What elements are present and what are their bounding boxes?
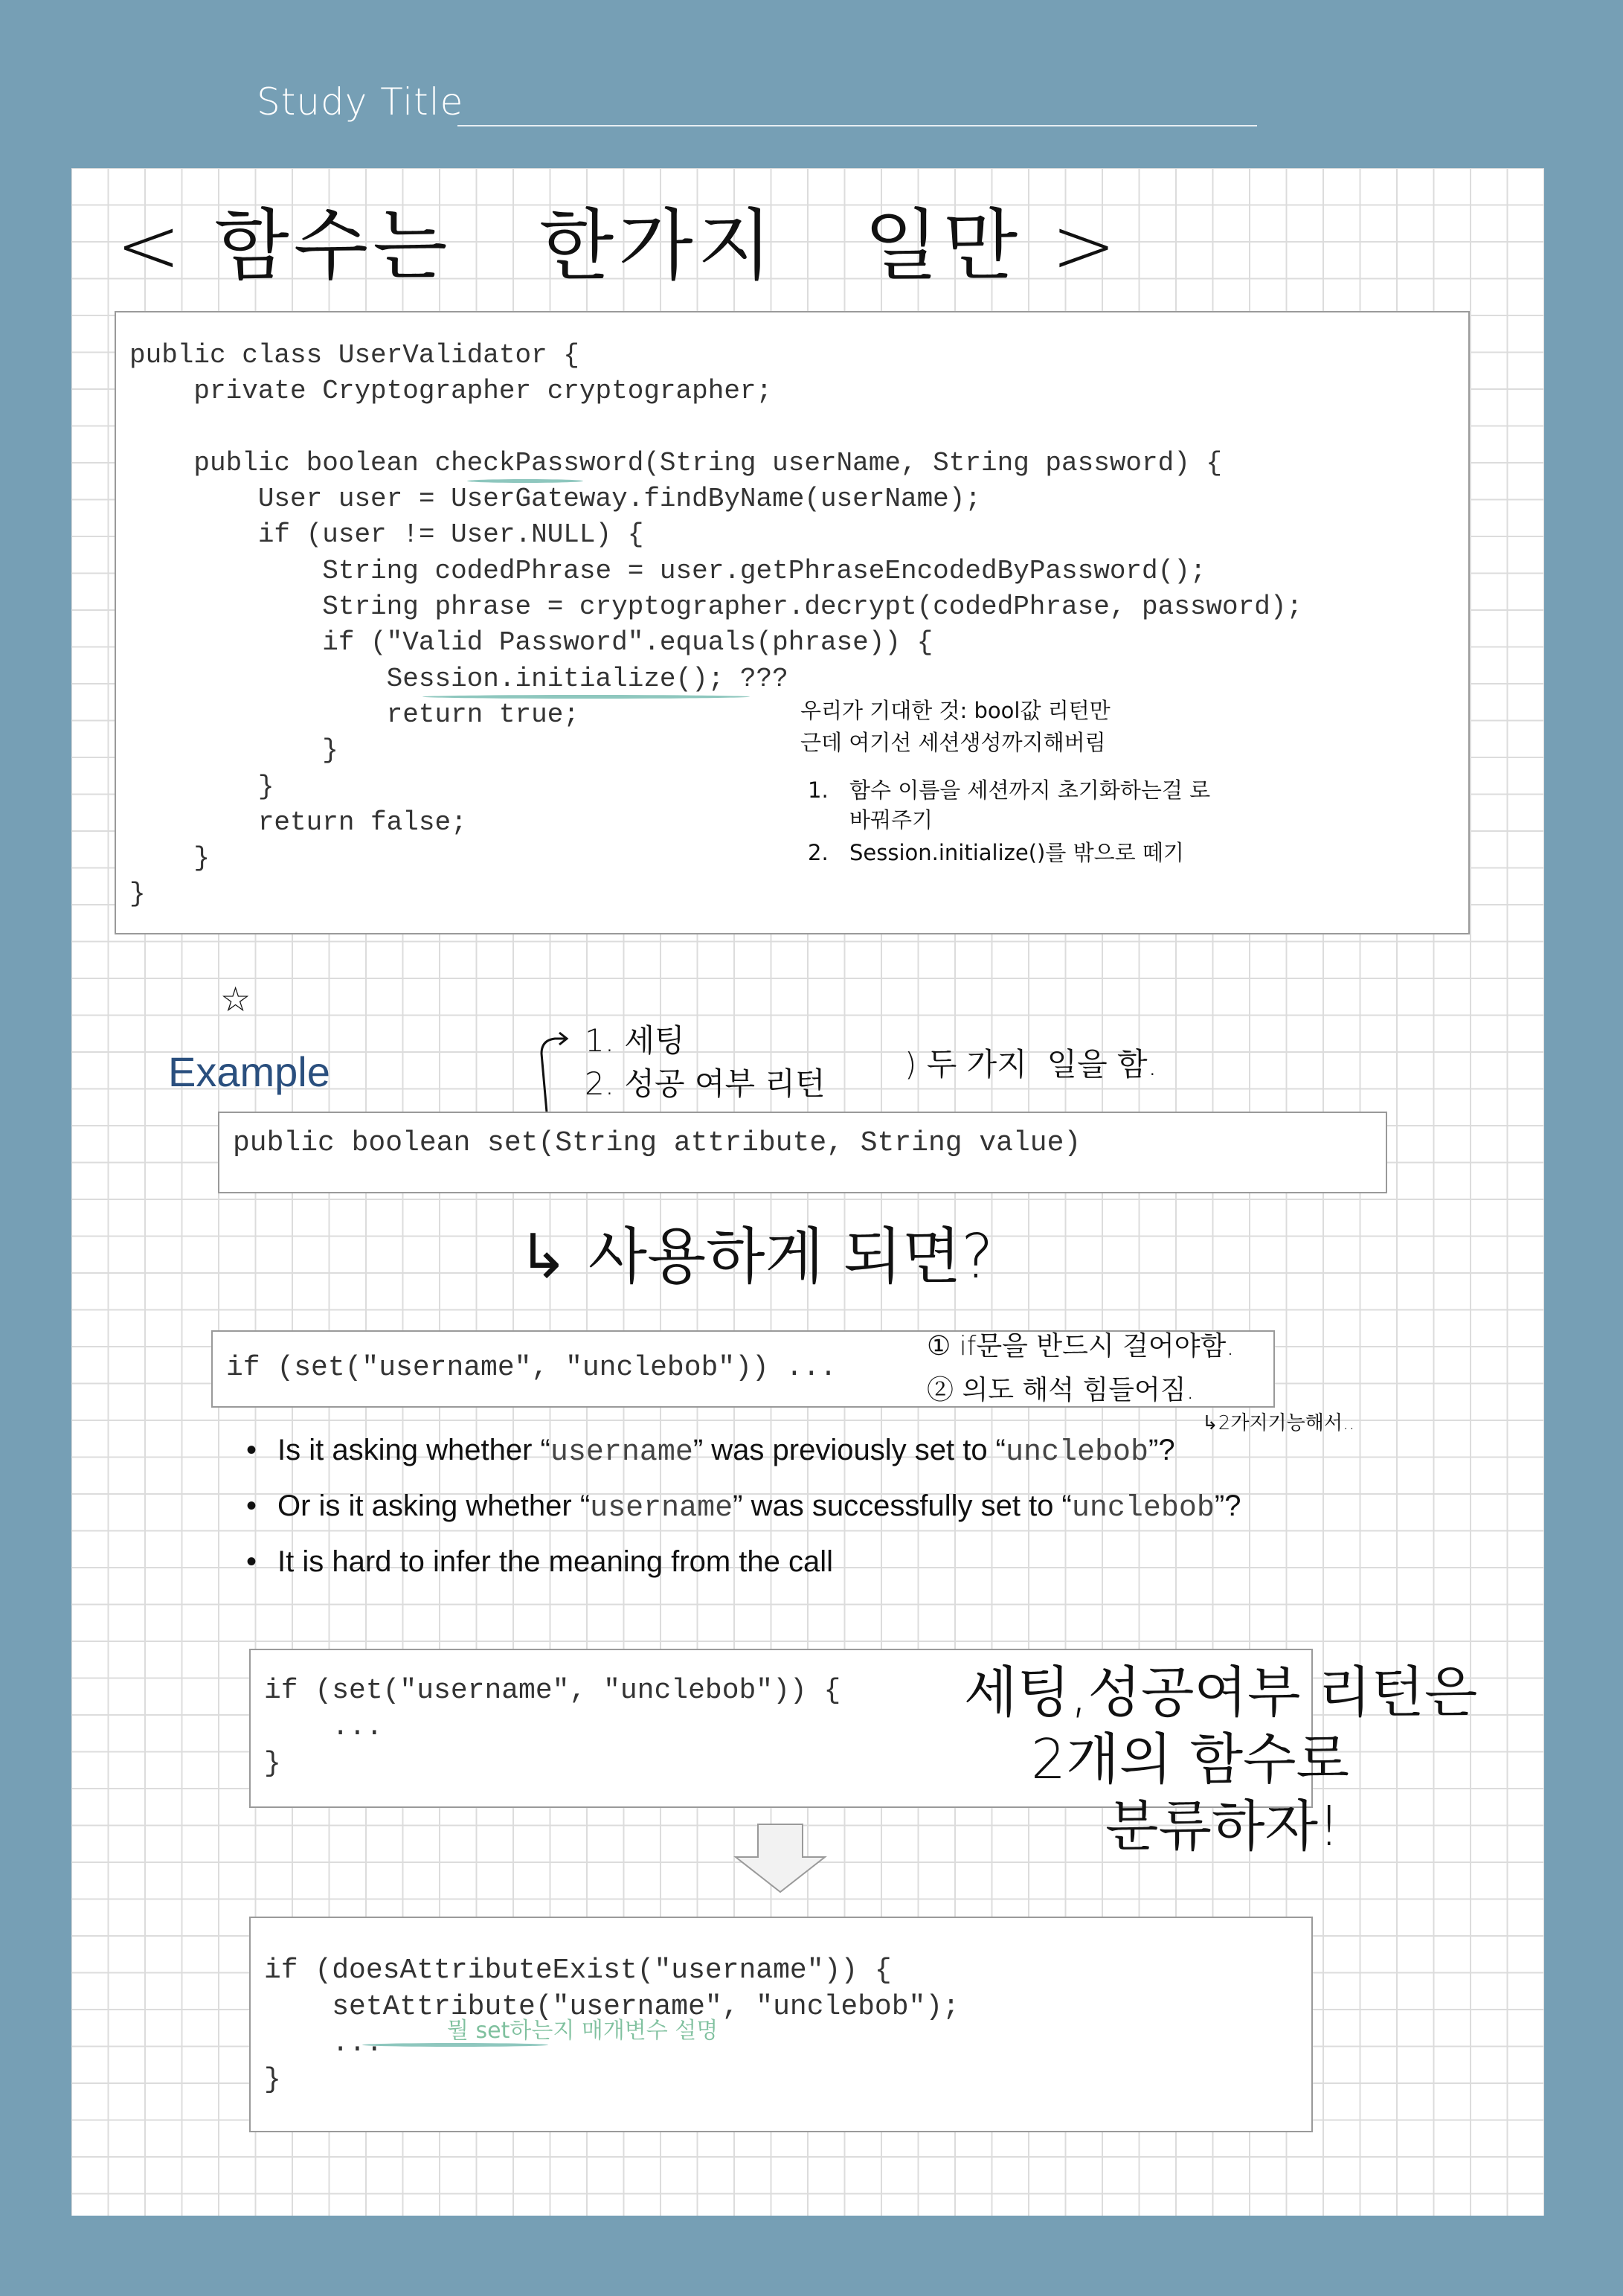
hand-two-jobs: ) 두 가지 일을 함. [904, 1046, 1157, 1083]
underline-check-password [467, 479, 583, 483]
hand-conclusion-line-1: 세팅,성공여부 리턴은 [964, 1661, 1478, 1725]
note-session-created: 근데 여기선 세션생성까지해버림 [800, 730, 1106, 755]
fix-list [808, 775, 1224, 870]
code-set-call: if (set("username", "unclebob")) ... [226, 1352, 837, 1384]
hand-issue-3: ↳2가지기능해서.. [1202, 1412, 1355, 1434]
bullet-item: • Or is it asking whether “username” was successfully set to “unclebob”? [246, 1486, 1241, 1542]
green-note-param: 뭘 set하는지 매개변수 설명 [447, 2018, 719, 2044]
fix-item-1: 1. 함수 이름을 세션까지 초기화하는걸 로 바꿔주기 [808, 777, 1211, 833]
hand-conclusion-line-2: 2개의 함수로 [1031, 1728, 1350, 1792]
example-heading: Example [168, 1048, 330, 1095]
underline-session-initialize [422, 695, 750, 699]
handwritten-page-title: < 함수는 한가지 일만 > [116, 200, 1121, 291]
hand-list-setting: 1. 세팅 [585, 1022, 685, 1059]
grid-paper [71, 168, 1544, 2216]
arrow-down-icon [733, 1823, 827, 1894]
star-icon: ☆ [220, 979, 251, 1019]
hand-conclusion-line-3: 분류하자! [1105, 1795, 1340, 1859]
study-title-label: Study Title [257, 80, 464, 124]
code-block-after [249, 1917, 1313, 2132]
code-block-user-validator [115, 311, 1470, 934]
bullet-item: • Is it asking whether “username” was previously set to “unclebob”? [246, 1430, 1241, 1486]
bullet-item: • It is hard to infer the meaning from the call [246, 1542, 1241, 1597]
code-block-set-signature [218, 1112, 1387, 1193]
code-user-validator: public class UserValidator { private Cryptographer cryptographer; public boolean checkPassword(String userName, String password) { User user = UserGateway.findByName(userName); if (user != User.NULL) { String codedPhrase = user.getPhraseEncodedByPassword(); String phrase = cryptographer.decrypt(codedPhrase, password); if ("Valid Password".equals(phrase)) { Session.initialize(); ??? return true; } } return false; } } [129, 340, 1303, 910]
code-after: if (doesAttributeExist("username")) { setAttribute("username", "unclebob"); ... } [264, 1955, 960, 2096]
code-set-signature: public boolean set(String attribute, String value) [233, 1127, 1082, 1159]
hand-issue-2: ② 의도 해석 힘들어짐. [927, 1375, 1195, 1405]
hand-issue-1: ① if문을 반드시 걸어야함. [927, 1331, 1235, 1362]
fix-item-2: 2. Session.initialize()를 밖으로 떼기 [808, 840, 1184, 865]
hand-list-return: 2. 성공 여부 리턴 [585, 1065, 826, 1102]
question-bullets [246, 1430, 1241, 1597]
code-before: if (set("username", "unclebob")) { ... } [264, 1675, 841, 1780]
hand-question-usage: ↳ 사용하게 되면? [518, 1222, 994, 1292]
note-expected-bool: 우리가 기대한 것: bool값 리턴만 [800, 698, 1111, 723]
study-title-line [457, 125, 1257, 126]
